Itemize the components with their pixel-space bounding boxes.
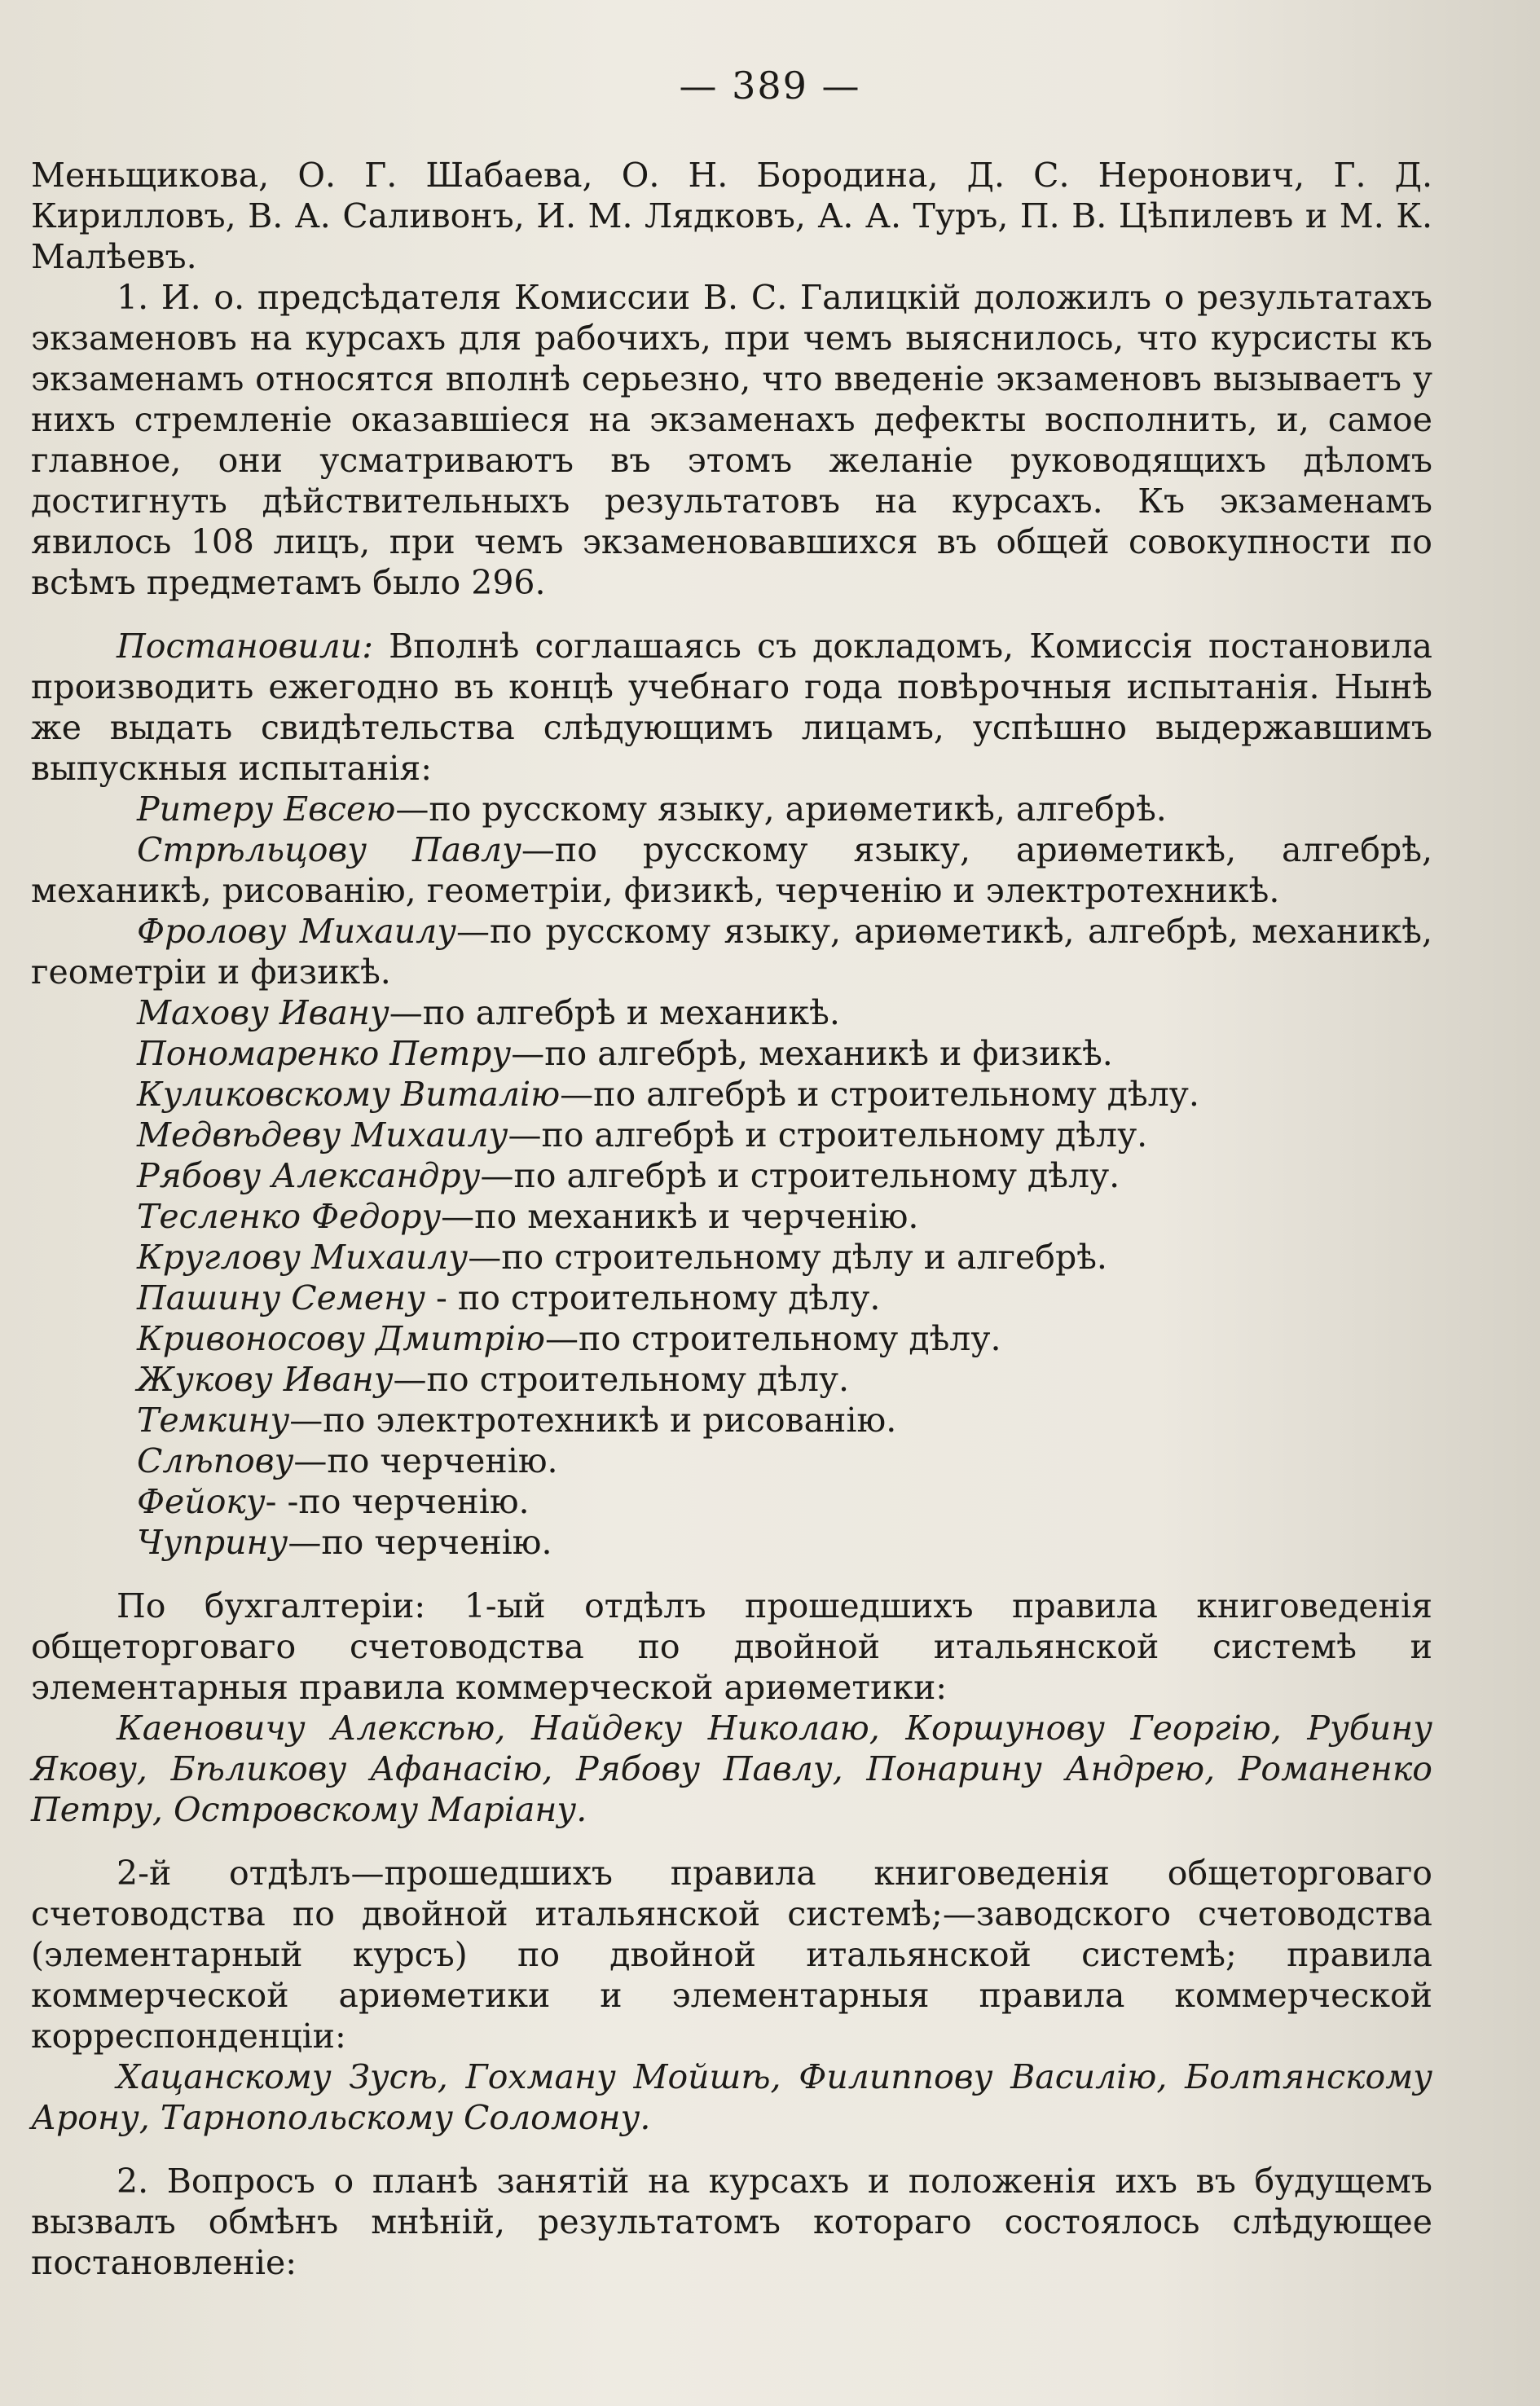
graduate-entry [31, 1481, 1432, 1522]
page-body [31, 155, 1432, 2283]
graduate-subjects: - по строительному дѣлу. [425, 1278, 881, 1317]
graduate-entry [31, 1196, 1432, 1237]
resolution-paragraph [31, 626, 1432, 789]
attendees-paragraph: Меньщикова, О. Г. Шабаева, О. Н. Бородина, Д. С. Неронович, Г. Д. Кирилловъ, В. А. Саливонъ, И. М. Лядковъ, А. А. Туръ, П. В. Цѣпилевъ и М. К. Малѣевъ. [31, 156, 1432, 276]
graduate-subjects: —по строительному дѣлу. [393, 1360, 850, 1399]
graduate-subjects: —по механикѣ и черченію. [441, 1197, 919, 1236]
graduate-entry [31, 1400, 1432, 1441]
graduate-subjects: —по черченію. [293, 1441, 558, 1480]
graduate-entry [31, 1115, 1432, 1155]
graduate-entry [31, 1359, 1432, 1400]
graduate-name: Стрѣльцову Павлу [137, 830, 521, 869]
resolution-text: Вполнѣ соглашаясь съ докладомъ, Комиссія постановила производить ежегодно въ концѣ учебнаго года повѣрочныя испытанія. Нынѣ же выдать свидѣтельства слѣдующимъ лицамъ, успѣшно выдержавшимъ выпускныя испытанія: [31, 627, 1432, 788]
graduate-subjects: —по строительному дѣлу. [545, 1319, 1001, 1358]
graduate-subjects: —по русскому языку, ариѳметикѣ, алгебрѣ. [395, 790, 1167, 829]
resolution-label: Постановили: [117, 627, 374, 666]
graduate-name: Чуприну [137, 1523, 288, 1562]
graduate-entry [31, 992, 1432, 1033]
graduate-subjects: —по русскому языку, ариѳметикѣ, алгебрѣ, механикѣ, рисованію, геометріи, физикѣ, черченію и электротехникѣ. [31, 830, 1432, 910]
graduate-subjects: - -по черченію. [265, 1482, 530, 1521]
graduate-subjects: —по русскому языку, ариѳметикѣ, алгебрѣ, механикѣ, геометріи и физикѣ. [31, 912, 1432, 992]
graduate-subjects: —по черченію. [288, 1523, 552, 1562]
graduate-name: Фейоку [137, 1482, 266, 1521]
graduate-entry [31, 1522, 1432, 1563]
graduate-name: Рябову Александру [137, 1156, 481, 1195]
graduate-entry [31, 1278, 1432, 1318]
graduate-subjects: —по алгебрѣ и строительному дѣлу. [480, 1156, 1120, 1195]
graduate-name: Пашину Семену [137, 1278, 425, 1317]
bookkeeping-2-names: Хацанскому Зусѣ, Гохману Мойшѣ, Филиппову Василію, Болтянскому Арону, Тарнопольскому Соломону. [31, 2057, 1432, 2137]
graduate-subjects: —по алгебрѣ и строительному дѣлу. [508, 1115, 1148, 1155]
graduate-name: Куликовскому Виталію [137, 1075, 561, 1114]
graduate-subjects: —по алгебрѣ и механикѣ. [389, 993, 840, 1032]
graduate-name: Медвѣдеву Михаилу [137, 1115, 508, 1155]
graduate-name: Жукову Ивану [137, 1360, 394, 1399]
graduate-name: Темкину [137, 1401, 290, 1440]
graduate-name: Кривоносову Дмитрію [137, 1319, 546, 1358]
bookkeeping-1-names: Каеновичу Алексѣю, Найдеку Николаю, Коршунову Георгію, Рубину Якову, Бѣликову Афанасію, Рябову Павлу, Понарину Андрею, Романенко Петру, Островскому Маріану. [31, 1709, 1432, 1829]
graduate-subjects: —по электротехникѣ и рисованію. [289, 1401, 897, 1440]
graduate-entry [31, 1441, 1432, 1481]
graduate-subjects: —по алгебрѣ и строительному дѣлу. [560, 1075, 1199, 1114]
page-number: — 389 — [679, 64, 861, 108]
graduate-entry [31, 1237, 1432, 1278]
item-2-paragraph: 2. Вопросъ о планѣ занятій на курсахъ и положенія ихъ въ будущемъ вызвалъ обмѣнъ мнѣній, результатомъ котораго состоялось слѣдующее постановленіе: [31, 2162, 1432, 2282]
item-1-paragraph: 1. И. о. предсѣдателя Комиссии В. С. Галицкій доложилъ о результатахъ экзаменовъ на курсахъ для рабочихъ, при чемъ выяснилось, что курсисты къ экзаменамъ относятся вполнѣ серьезно, что введеніе экзаменовъ вызываетъ у нихъ стремленіе оказавшіеся на экзаменахъ дефекты восполнить, и, самое главное, они усматриваютъ въ этомъ желаніе руководящихъ дѣломъ достигнуть дѣйствительныхъ результатовъ на курсахъ. Къ экзаменамъ явилось 108 лицъ, при чемъ экзаменовавшихся въ общей совокупности по всѣмъ предметамъ было 296. [31, 278, 1432, 602]
graduate-entry [31, 789, 1432, 829]
bookkeeping-2-text: 2-й отдѣлъ—прошедшихъ правила книговеденія общеторговаго счетоводства по двойной итальянской системѣ;—заводского счетоводства (элементарный курсъ) по двойной итальянской системѣ; правила коммерческой ариѳметики и элементарныя правила коммерческой корреспонденціи: [31, 1854, 1432, 2056]
graduate-name: Фролову Михаилу [137, 912, 457, 951]
graduate-name: Ритеру Евсею [137, 790, 396, 829]
graduate-subjects: —по строительному дѣлу и алгебрѣ. [468, 1238, 1107, 1277]
graduate-name: Пономаренко Петру [137, 1034, 512, 1073]
graduate-entry [31, 911, 1432, 992]
graduate-entry [31, 1074, 1432, 1115]
graduate-name: Махову Ивану [137, 993, 389, 1032]
graduate-name: Круглову Михаилу [137, 1238, 469, 1277]
graduate-entry [31, 829, 1432, 911]
graduate-entry [31, 1318, 1432, 1359]
graduate-name: Слѣпову [137, 1441, 294, 1480]
graduate-entry [31, 1033, 1432, 1074]
bookkeeping-1-text: По бухгалтеріи: 1-ый отдѣлъ прошедшихъ правила книговеденія общеторговаго счетоводства по двойной итальянской системѣ и элементарныя правила коммерческой ариѳметики: [31, 1586, 1432, 1707]
graduate-name: Тесленко Федору [137, 1197, 442, 1236]
graduate-subjects: —по алгебрѣ, механикѣ и физикѣ. [511, 1034, 1113, 1073]
graduate-entry [31, 1155, 1432, 1196]
